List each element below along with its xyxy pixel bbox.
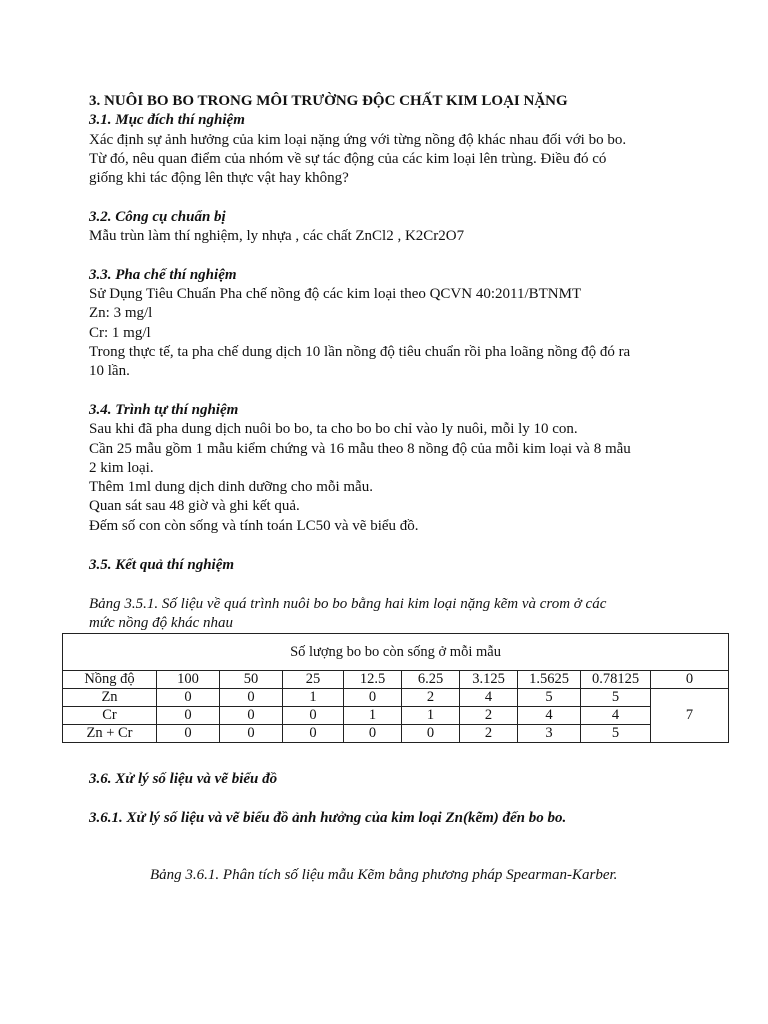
s33-line: Trong thực tế, ta pha chế dung dịch 10 lần nồng độ tiêu chuẩn rồi pha loãng nồng độ đó ra: [89, 344, 631, 360]
s34-line: Quan sát sau 48 giờ và ghi kết quả.: [89, 498, 300, 514]
table-cell: 0: [157, 725, 220, 743]
results-table: [62, 633, 729, 743]
table-cell: 5: [581, 689, 651, 707]
s33-line: Cr: 1 mg/l: [89, 325, 151, 341]
table-cell: 0: [402, 725, 460, 743]
s34-title: 3.4. Trình tự thí nghiệm: [89, 402, 239, 418]
table-cell: 0: [157, 689, 220, 707]
concentration-cell: 25: [283, 671, 344, 689]
caption-361: Bảng 3.6.1. Phân tích số liệu mẫu Kẽm bằng phương pháp Spearman-Karber.: [150, 867, 618, 883]
s33-line: Zn: 3 mg/l: [89, 305, 153, 321]
row-label: Nồng độ: [63, 671, 157, 689]
concentration-cell: 0: [651, 671, 729, 689]
concentration-cell: 0.78125: [581, 671, 651, 689]
concentration-row: [63, 671, 729, 689]
table-cell: 4: [581, 707, 651, 725]
row-label: Zn + Cr: [63, 725, 157, 743]
table-cell: 0: [157, 707, 220, 725]
concentration-cell: 100: [157, 671, 220, 689]
s33-line: 10 lần.: [89, 363, 130, 379]
table-title-row: [63, 634, 729, 671]
concentration-cell: 1.5625: [518, 671, 581, 689]
table-row: [63, 689, 729, 707]
s31-line: Từ đó, nêu quan điểm của nhóm về sự tác động của các kim loại lên trùng. Điều đó có: [89, 151, 607, 167]
table-cell: 2: [460, 725, 518, 743]
table-cell: 0: [283, 707, 344, 725]
s34-line: Đếm số con còn sống và tính toán LC50 và vẽ biểu đồ.: [89, 518, 419, 534]
table-caption: Bảng 3.5.1. Số liệu về quá trình nuôi bo bo bằng hai kim loại nặng kẽm và crom ở các: [89, 596, 607, 612]
table-cell: 4: [518, 707, 581, 725]
table-cell: 0: [220, 689, 283, 707]
s32-line: Mẫu trùn làm thí nghiệm, ly nhựa , các chất ZnCl2 , K2Cr2O7: [89, 228, 465, 244]
table-cell: 0: [344, 725, 402, 743]
s32-title: 3.2. Công cụ chuẩn bị: [89, 209, 226, 225]
table-caption: mức nồng độ khác nhau: [89, 615, 233, 631]
s36-title: 3.6. Xử lý số liệu và vẽ biểu đồ: [89, 771, 278, 787]
row-label: Zn: [63, 689, 157, 707]
concentration-cell: 6.25: [402, 671, 460, 689]
row-label: Cr: [63, 707, 157, 725]
concentration-cell: 50: [220, 671, 283, 689]
s31-title: 3.1. Mục đích thí nghiệm: [89, 112, 245, 128]
table-cell: 3: [518, 725, 581, 743]
section-heading: 3. NUÔI BO BO TRONG MÔI TRƯỜNG ĐỘC CHẤT KIM LOẠI NẶNG: [89, 93, 568, 109]
s31-line: Xác định sự ảnh hưởng của kim loại nặng ứng với từng nồng độ khác nhau đối với bo bo.: [89, 132, 627, 148]
table-cell: 2: [460, 707, 518, 725]
s33-line: Sử Dụng Tiêu Chuẩn Pha chế nồng độ các kim loại theo QCVN 40:2011/BTNMT: [89, 286, 582, 302]
table-cell: 0: [220, 725, 283, 743]
s35-title: 3.5. Kết quả thí nghiệm: [89, 557, 235, 573]
table-cell: 4: [460, 689, 518, 707]
table-cell: 5: [518, 689, 581, 707]
table-cell: 1: [283, 689, 344, 707]
table-row: [63, 707, 729, 725]
control-cell: 7: [651, 689, 729, 743]
table-cell: 0: [344, 689, 402, 707]
s361-title: 3.6.1. Xử lý số liệu và vẽ biểu đồ ảnh hưởng của kim loại Zn(kẽm) đến bo bo.: [89, 810, 567, 826]
table-cell: 0: [283, 725, 344, 743]
s34-line: 2 kim loại.: [89, 460, 154, 476]
table-cell: 5: [581, 725, 651, 743]
concentration-cell: 3.125: [460, 671, 518, 689]
table-cell: 2: [402, 689, 460, 707]
s31-line: giống khi tác động lên thực vật hay không?: [89, 170, 349, 186]
table-row: [63, 725, 729, 743]
s34-line: Thêm 1ml dung dịch dinh dưỡng cho mỗi mẫu.: [89, 479, 373, 495]
table-title: Số lượng bo bo còn sống ở mỗi mẫu: [63, 634, 729, 671]
table-cell: 1: [344, 707, 402, 725]
s33-title: 3.3. Pha chế thí nghiệm: [89, 267, 237, 283]
table-cell: 1: [402, 707, 460, 725]
concentration-cell: 12.5: [344, 671, 402, 689]
s34-line: Cần 25 mẫu gồm 1 mẫu kiểm chứng và 16 mẫu theo 8 nồng độ của mỗi kim loại và 8 mẫu: [89, 441, 631, 457]
s34-line: Sau khi đã pha dung dịch nuôi bo bo, ta cho bo bo chỉ vào ly nuôi, mỗi ly 10 con.: [89, 421, 578, 437]
table-cell: 0: [220, 707, 283, 725]
